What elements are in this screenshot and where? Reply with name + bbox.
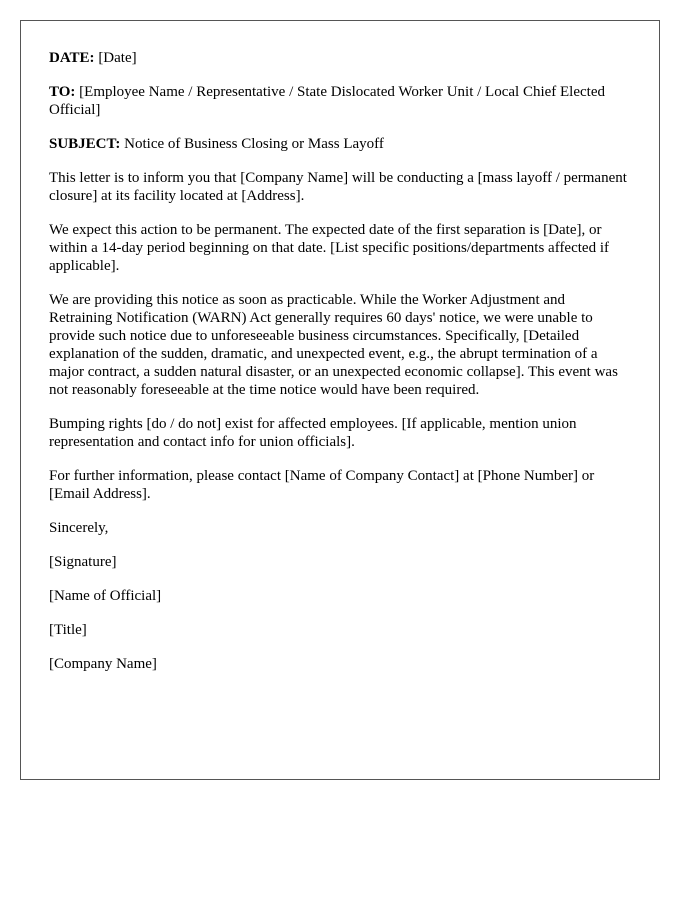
date-label: DATE: [49, 50, 95, 66]
date-value: [Date] [98, 50, 137, 66]
official-name: [Name of Official] [49, 588, 162, 604]
closing-salutation: Sincerely, [49, 520, 109, 536]
to-value: [Employee Name / Representative / State Dislocated Worker Unit / Local Chief Elected Official] [49, 84, 605, 118]
subject-value: Notice of Business Closing or Mass Layoff [124, 136, 384, 152]
signature-placeholder: [Signature] [49, 554, 117, 570]
date-line [49, 49, 631, 67]
contact-paragraph: For further information, please contact [Name of Company Contact] at [Phone Number] or [Email Address]. [49, 468, 595, 502]
warn-act-paragraph: We are providing this notice as soon as practicable. While the Worker Adjustment and Retraining Notification (WARN) Act generally requires 60 days' notice, we were unable to provide such notice due to unforeseeable business circumstances. Specifically, [Detailed explanation of the sudden, dramatic, and unexpected event, e.g., the abrupt termination of a major contract, a sudden natural disaster, or an unexpected economic collapse]. This event was not reasonably foreseeable at the time notice would have been required. [49, 292, 618, 398]
permanence-paragraph: We expect this action to be permanent. The expected date of the first separation is [Date], or within a 14-day period beginning on that date. [List specific positions/departments affected if applicable]. [49, 222, 609, 274]
subject-line [49, 135, 631, 153]
intro-paragraph: This letter is to inform you that [Company Name] will be conducting a [mass layoff / permanent closure] at its facility located at [Address]. [49, 170, 627, 204]
subject-label: SUBJECT: [49, 136, 121, 152]
letter-page [20, 20, 660, 780]
to-label: TO: [49, 84, 76, 100]
bumping-rights-paragraph: Bumping rights [do / do not] exist for affected employees. [If applicable, mention union representation and contact info for union officials]. [49, 416, 577, 450]
company-name: [Company Name] [49, 656, 157, 672]
official-title: [Title] [49, 622, 87, 638]
to-line [49, 83, 631, 119]
